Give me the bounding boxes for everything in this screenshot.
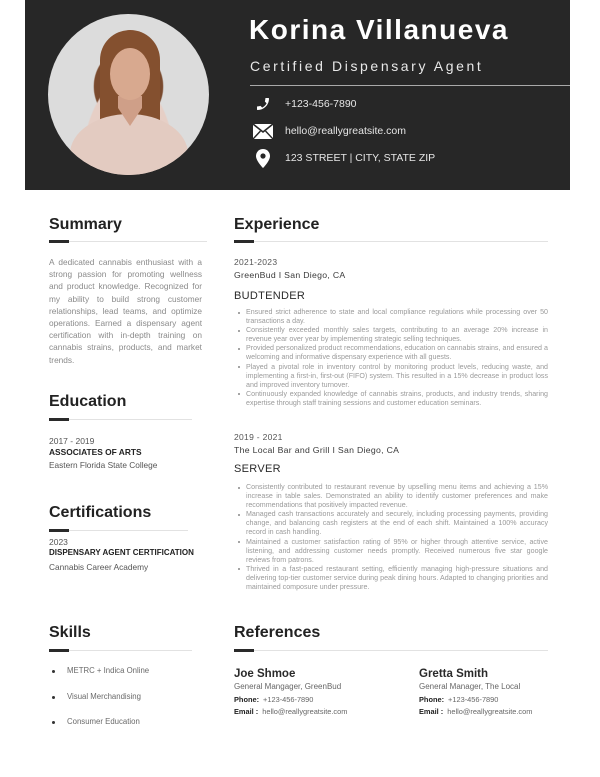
job-bullet: Consistently exceeded monthly sales targets, contributing to an average 20% increase in revenue year over year by implementing strategic selling techniques. [237, 326, 548, 344]
skill-item: Visual Merchandising [52, 692, 149, 718]
job-bullet: Continuously expanded knowledge of cannabis strains, products, and industry trends, sharing expertise through staff training sessions and customer education seminars. [237, 390, 548, 408]
candidate-name: Korina Villanueva [249, 14, 509, 45]
job-bullet: Maintained a customer satisfaction rating of 95% or higher through attentive service, active listening, and addressing customer needs promptly. Received numerous five star google reviews from patrons. [237, 538, 548, 565]
job-bullet: Thrived in a fast-paced restaurant setting, efficiently managing high-pressure situations and delivering top-tier customer service during peak dining hours. Adapted to changing priorities and maintained composure under pressure. [237, 565, 548, 592]
contact-phone-text: +123-456-7890 [285, 98, 357, 110]
email-icon [253, 121, 273, 141]
header-divider [250, 85, 570, 86]
job-bullet: Ensured strict adherence to state and local compliance regulations while processing over 50 transactions a day. [237, 308, 548, 326]
job-bullet: Consistently contributed to restaurant revenue by upselling menu items and achieving a 15% increase in table sales. Demonstrated an ability to identify customer preferences and make recommendations that positively impacted revenue. [237, 483, 548, 510]
skills-heading: Skills [49, 624, 91, 641]
job-bullet: Provided personalized product recommendations, education on cannabis strains, and ensured a welcoming and informative dispensary experience with all guests. [237, 344, 548, 362]
skill-item: METRC + Indica Online [52, 666, 149, 692]
references-rule [234, 649, 548, 652]
job-title: BUDTENDER [234, 290, 306, 302]
contact-email [253, 121, 406, 141]
photo-face [110, 48, 150, 100]
profile-photo [48, 14, 209, 175]
certification-name: DISPENSARY AGENT CERTIFICATION [49, 548, 194, 557]
references-heading: References [234, 624, 321, 641]
job-dates: 2021-2023 [234, 257, 278, 267]
reference-card [234, 668, 394, 716]
reference-role: General Manager, The Local [419, 682, 521, 691]
summary-rule [49, 240, 207, 243]
job-bullets [237, 483, 548, 592]
email-label: Email : [234, 707, 259, 716]
skills-rule [49, 649, 192, 652]
education-school: Eastern Florida State College [49, 460, 158, 470]
skills-list [52, 666, 149, 743]
summary-text: A dedicated cannabis enthusiast with a strong passion for promoting wellness and product knowledge. Recognized for my ability to build strong customer relationships, lead teams, and optimize operations. Earned a dispensary agent certification with in-depth training on cannabis strains, products, and market trends. [49, 257, 202, 365]
email-label: Email : [419, 707, 444, 716]
reference-phone [234, 695, 394, 704]
reference-email [234, 707, 394, 716]
education-heading: Education [49, 393, 127, 410]
certifications-heading: Certifications [49, 504, 152, 521]
certifications-rule [49, 529, 188, 532]
reference-email [419, 707, 579, 716]
reference-card [419, 668, 579, 716]
experience-heading: Experience [234, 216, 320, 233]
reference-email-value: hello@reallygreatsite.com [262, 707, 348, 716]
education-degree: ASSOCIATES OF ARTS [49, 447, 142, 457]
experience-rule [234, 240, 548, 243]
summary-heading: Summary [49, 216, 122, 233]
header-banner [25, 0, 570, 190]
education-dates: 2017 - 2019 [49, 436, 95, 446]
location-pin-icon [253, 148, 273, 168]
job-employer: The Local Bar and Grill I San Diego, CA [234, 445, 400, 455]
contact-phone [253, 94, 357, 114]
reference-phone [419, 695, 579, 704]
reference-phone-value: +123-456-7890 [448, 695, 499, 704]
reference-phone-value: +123-456-7890 [263, 695, 314, 704]
skill-item: Consumer Education [52, 717, 149, 743]
job-title: SERVER [234, 463, 281, 475]
job-dates: 2019 - 2021 [234, 432, 283, 442]
certification-year: 2023 [49, 537, 68, 547]
reference-role: General Mangager, GreenBud [234, 682, 342, 691]
phone-label: Phone: [419, 695, 445, 704]
contact-address [253, 148, 435, 168]
phone-label: Phone: [234, 695, 260, 704]
contact-email-text: hello@reallygreatsite.com [285, 125, 406, 137]
job-bullet: Managed cash transactions accurately and securely, including processing payments, providing change, and balancing cash registers at the end of each shift. Maintained a 100% accuracy record in cash handling. [237, 510, 548, 537]
job-bullet: Played a pivotal role in inventory control by monitoring product levels, reducing waste, and implementing a first-in, first-out (FIFO) system. This resulted in a 15% decrease in product loss and improved inventory turnover. [237, 363, 548, 390]
contact-address-text: 123 STREET | CITY, STATE ZIP [285, 152, 436, 164]
reference-name: Gretta Smith [419, 668, 489, 680]
job-bullets [237, 308, 548, 408]
reference-name: Joe Shmoe [234, 668, 296, 680]
candidate-title: Certified Dispensary Agent [250, 58, 484, 74]
reference-email-value: hello@reallygreatsite.com [447, 707, 533, 716]
education-rule [49, 418, 192, 421]
certification-issuer: Cannabis Career Academy [49, 562, 149, 572]
job-employer: GreenBud I San Diego, CA [234, 270, 346, 280]
phone-icon [253, 94, 273, 114]
